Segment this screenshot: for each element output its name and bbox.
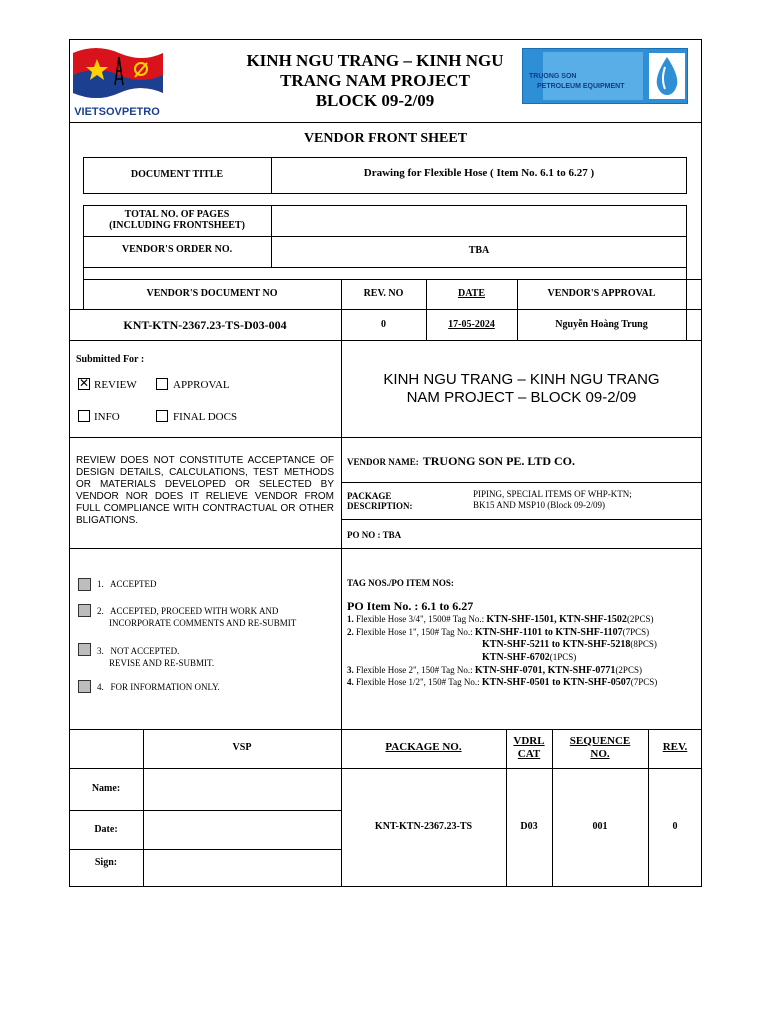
package-description-label-line2: DESCRIPTION: [347,501,413,511]
tag-line-2c-tag: KTN-SHF-6702 [482,652,550,663]
section-title: VENDOR FRONT SHEET [303,131,468,146]
vendor-order-value: TBA [468,245,490,256]
logo-emblem-box [649,53,685,99]
tag-line-2-num: 2. [347,627,354,637]
status-accepted-proceed-checkbox[interactable] [78,604,91,617]
package-description-label [347,491,413,511]
tag-line-1-desc: Flexible Hose 3/4", 1500# Tag No.: [353,614,487,624]
vendor-name-row [347,452,575,470]
tag-line-3-qty: (2PCS) [615,665,642,675]
vendor-order-label: VENDOR'S ORDER NO. [121,244,233,255]
status-info-only-checkbox[interactable] [78,680,91,693]
vendor-name-value: TRUONG SON PE. LTD CO. [422,454,575,468]
sequence-no-value: 001 [592,821,608,832]
flag-icon [71,45,163,105]
tag-line-2b [482,639,657,650]
truong-son-logo [522,48,688,104]
status-not-accepted-label [97,645,214,669]
header-title-line2: TRANG NAM PROJECT [280,71,470,90]
date-sign-label: Date: [94,824,118,835]
date-value: 17-05-2024 [448,319,495,330]
submitted-for-label: Submitted For : [76,354,145,365]
review-option-label: REVIEW [94,379,137,391]
approval-checkbox[interactable] [156,378,168,390]
vdrl-cat-header-line1: VDRL [513,735,545,747]
rev-no-value: 0 [381,319,386,330]
sequence-no-header-line1: SEQUENCE [569,735,631,747]
drop-icon [649,53,685,99]
project-title-line2: NAM PROJECT – BLOCK 09-2/09 [406,389,637,406]
header-title [180,51,570,111]
status-not-accepted-checkbox[interactable] [78,643,91,656]
status-3-text2: REVISE AND RE-SUBMIT. [109,658,215,668]
status-2-text: ACCEPTED, PROCEED WITH WORK AND [110,606,279,616]
po-item-range: PO Item No. : 6.1 to 6.27 [347,599,474,613]
tag-line-2b-tag: KTN-SHF-5211 to KTN-SHF-5218 [482,639,631,650]
vdrl-cat-header [506,735,552,761]
tag-line-4 [347,677,657,688]
sign-label: Sign: [94,857,118,868]
check-mark-icon: ✕ [79,376,90,390]
name-label: Name: [91,783,121,794]
vendor-approval-label: VENDOR'S APPROVAL [547,288,656,299]
tag-line-2-qty: (7PCS) [622,627,650,637]
tag-line-3-desc: Flexible Hose 2", 150# Tag No.: [353,665,475,675]
package-description-label-line1: PACKAGE [347,491,392,501]
info-checkbox[interactable] [78,410,90,422]
package-description-value-line1: PIPING, SPECIAL ITEMS OF WHP-KTN; [473,489,632,499]
tag-line-2c-qty: (1PCS) [549,652,577,662]
final-docs-option-label: FINAL DOCS [173,411,238,423]
project-title-line1: KINH NGU TRANG – KINH NGU TRANG [383,371,660,388]
tag-line-2 [347,627,649,638]
status-accepted-label [97,579,157,589]
po-no-label: PO NO : TBA [347,530,402,540]
package-description-value-line2: BK15 AND MSP10 (Block 09-2/09) [473,500,606,510]
vendor-approval-value: Nguyễn Hoàng Trung [555,319,648,330]
total-pages-label-line2: (INCLUDING FRONTSHEET) [109,220,245,231]
tag-line-3-tag: KTN-SHF-0701, KTN-SHF-0771 [474,665,616,676]
tag-line-2-tag: KTN-SHF-1101 to KTN-SHF-1107 [474,627,623,638]
status-accepted-checkbox[interactable] [78,578,91,591]
status-2-num: 2. [97,606,104,616]
rev-header: REV. [662,741,688,753]
date-label: DATE [457,288,486,299]
tag-line-4-tag: KTN-SHF-0501 to KTN-SHF-0507 [481,677,631,688]
vdrl-cat-header-line2: CAT [517,748,541,760]
status-1-text: ACCEPTED [110,579,157,589]
tag-line-3-num: 3. [347,665,354,675]
tag-line-1 [347,614,653,625]
total-pages-label-line1: TOTAL NO. OF PAGES [124,209,230,220]
logo-text: VIETSOVPETRO [74,106,160,118]
document-title-value: Drawing for Flexible Hose ( Item No. 6.1 to 6.27 ) [363,167,595,179]
tag-line-2c [482,652,576,663]
tag-line-2-desc: Flexible Hose 1", 150# Tag No.: [353,627,475,637]
rev-value: 0 [672,821,678,832]
tag-line-4-qty: (7PCS) [630,677,658,687]
total-pages-label [83,209,271,231]
status-4-text: FOR INFORMATION ONLY. [110,682,220,692]
truong-son-logo-line1: TRUONG SON [529,73,577,80]
status-3-text: NOT ACCEPTED. [110,646,180,656]
package-no-header: PACKAGE NO. [385,741,462,753]
final-docs-checkbox[interactable] [156,410,168,422]
package-no-value: KNT-KTN-2367.23-TS [374,821,473,832]
tag-line-3 [347,665,642,676]
header-title-line3: BLOCK 09-2/09 [315,91,435,110]
header-title-line1: KINH NGU TRANG – KINH NGU [246,51,504,70]
tag-line-1-num: 1. [347,614,354,624]
vsp-header: VSP [232,742,252,753]
tag-nos-label: TAG NOS./PO ITEM NOS: [347,578,454,588]
vendor-document-no-label: VENDOR'S DOCUMENT NO [146,288,278,299]
status-2-text2: INCORPORATE COMMENTS AND RE-SUBMIT [109,618,297,628]
review-checkbox[interactable] [78,378,90,390]
vietsovpetro-logo [71,45,163,118]
document-title-label: DOCUMENT TITLE [130,169,224,180]
truong-son-logo-line2: PETROLEUM EQUIPMENT [537,83,625,90]
status-1-num: 1. [97,579,104,589]
status-4-num: 4. [97,682,104,692]
tag-line-4-num: 4. [347,677,354,687]
vendor-document-no-value: KNT-KTN-2367.23-TS-D03-004 [123,318,287,332]
status-accepted-proceed-label [97,605,296,629]
sequence-no-header-line2: NO. [590,748,610,760]
vdrl-cat-value: D03 [520,821,538,832]
approval-option-label: APPROVAL [173,379,230,391]
review-disclaimer: REVIEW DOES NOT CONSTITUTE ACCEPTANCE OF DESIGN DETAILS, CALCULATIONS, TEST METHODS OR MATERIALS DEVELOPED OR SELECTED BY VENDOR NOR DOES IT RELIEVE VENDOR FROM FULL COMPLIANCE WITH CONTRACTUAL OR OTHER BLIGATIONS. [76,455,334,526]
sequence-no-header [552,735,648,761]
tag-line-4-desc: Flexible Hose 1/2", 150# Tag No.: [353,677,482,687]
tag-line-2b-qty: (8PCS) [630,639,657,649]
project-title [341,371,702,407]
rev-no-label: REV. NO [363,288,404,299]
vendor-name-label: VENDOR NAME: [347,457,419,467]
package-description-value [473,489,632,511]
status-3-num: 3. [97,646,104,656]
info-option-label: INFO [94,411,120,423]
tag-line-1-qty: (2PCS) [626,614,654,624]
tag-line-1-tag: KTN-SHF-1501, KTN-SHF-1502 [486,614,627,625]
status-info-only-label [97,682,220,692]
